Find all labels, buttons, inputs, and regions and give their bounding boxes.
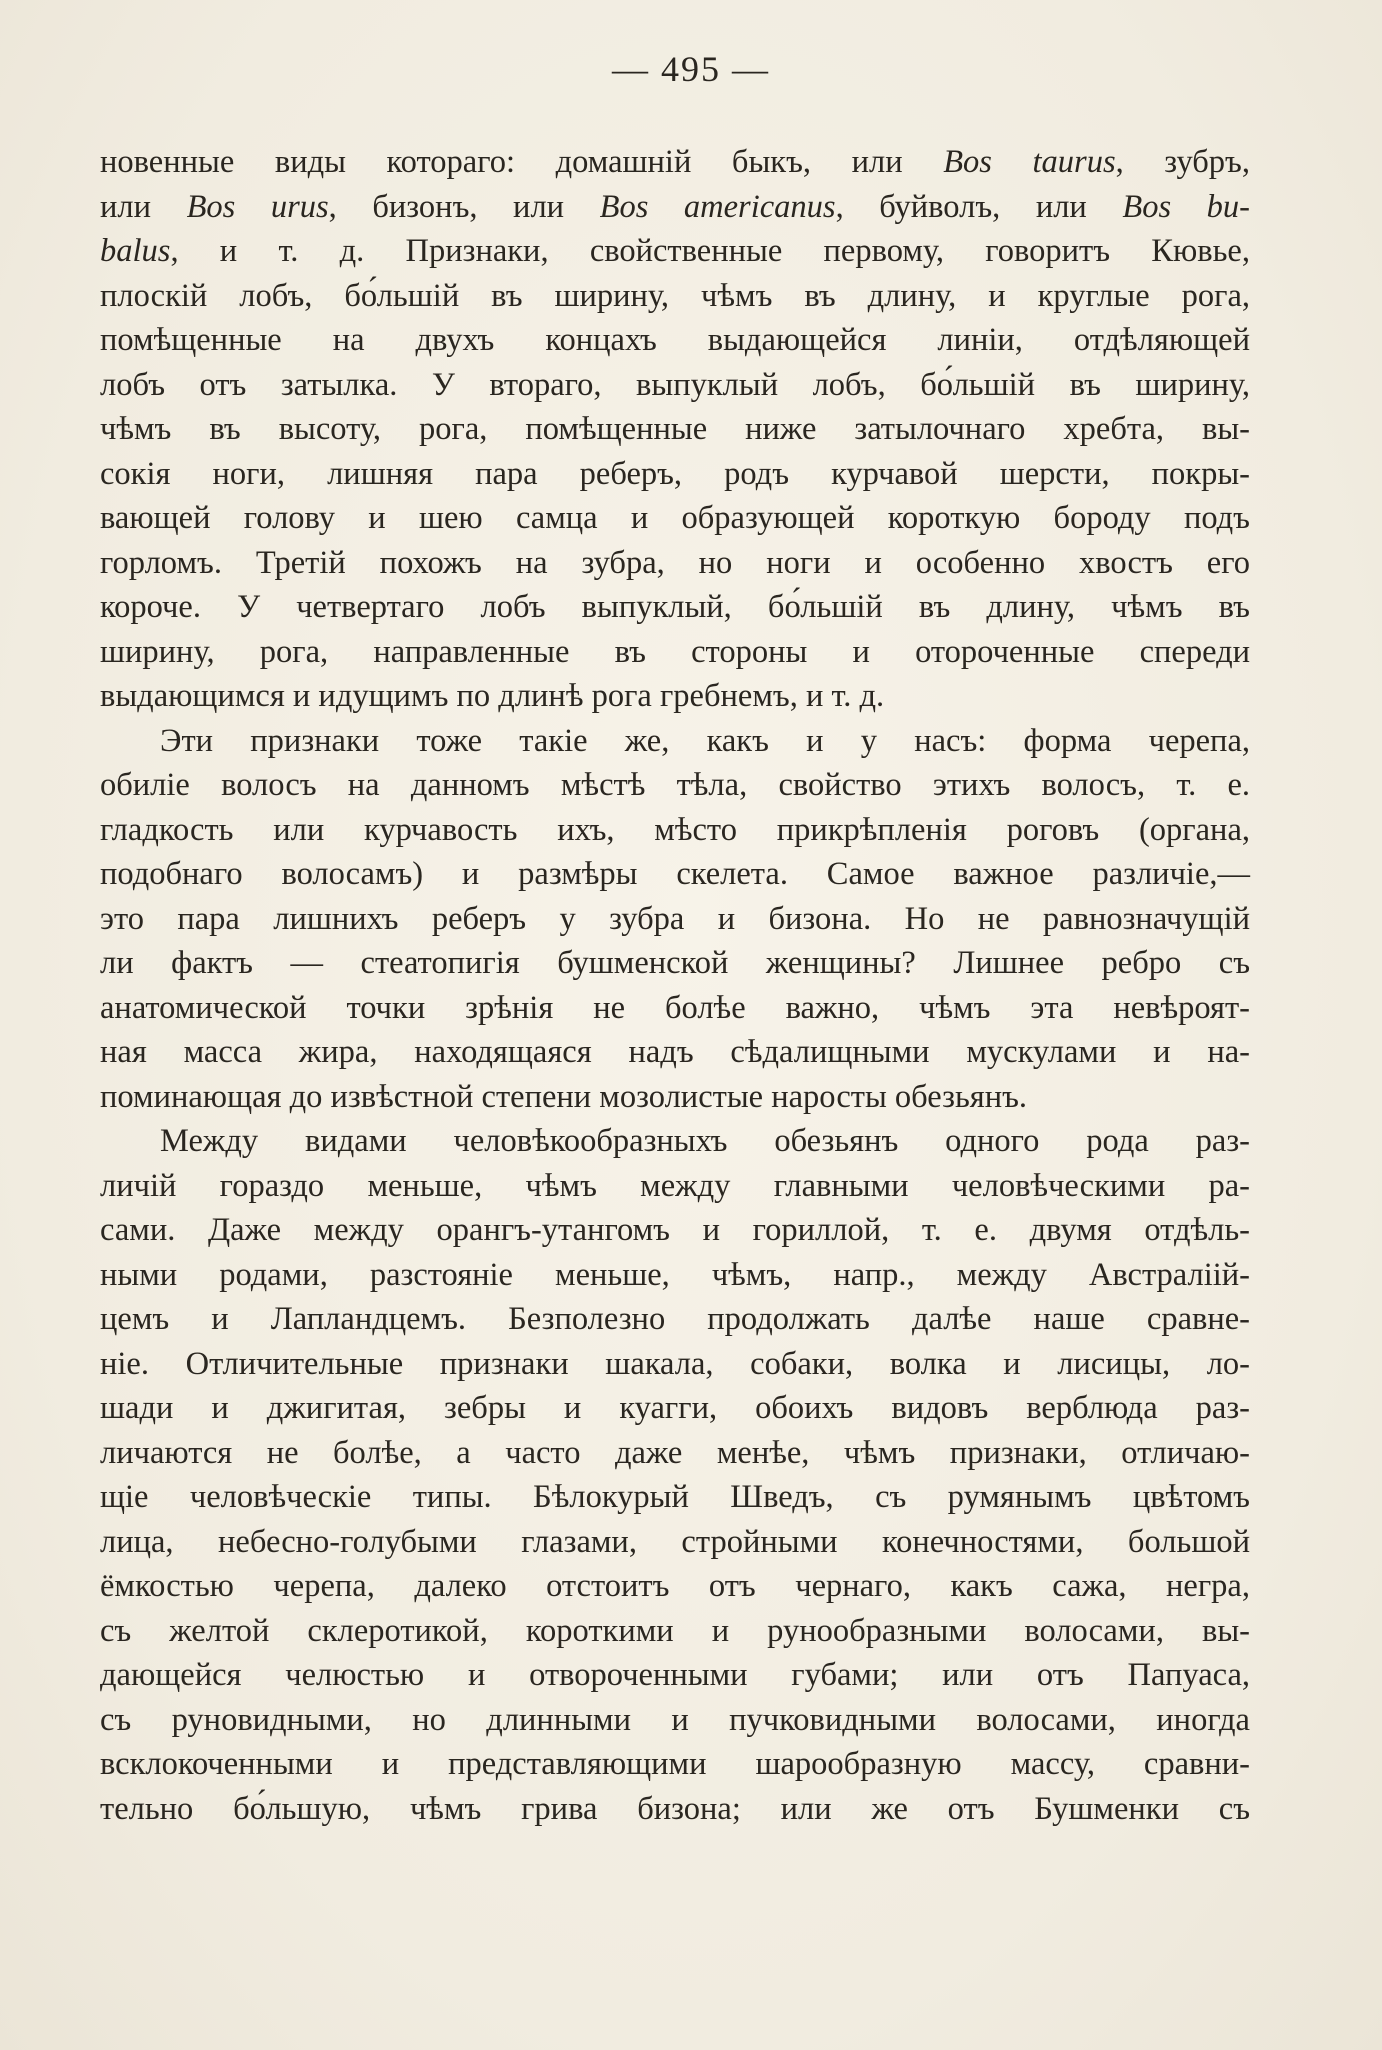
latin-term: Bos americanus <box>599 188 836 225</box>
latin-term: Bos urus <box>186 188 329 225</box>
text-line: это пара лишнихъ реберъ у зубра и бизона. Но не равнозначущій <box>100 900 1250 937</box>
text-line: щіе человѣческіе типы. Бѣлокурый Шведъ, съ румянымъ цвѣтомъ <box>100 1479 1250 1515</box>
text-line: ширину, рога, направленные въ стороны и отороченные спереди <box>100 633 1250 670</box>
paragraph-2 <box>100 719 1250 1120</box>
text-line: ли фактъ — стеатопигія бушменской женщины? Лишнее ребро съ <box>100 945 1250 981</box>
text-line: сами. Даже между орангъ-утангомъ и гориллой, т. е. двумя отдѣль- <box>100 1212 1250 1248</box>
text-line: всклокоченными и представляющими шарообразную массу, сравни- <box>100 1746 1250 1782</box>
text-line: Между видами человѣкообразныхъ обезьянъ одного рода раз- <box>160 1123 1250 1159</box>
text-line: гладкость или курчавость ихъ, мѣсто прикрѣпленія роговъ (органа, <box>100 811 1250 848</box>
text-line: шади и джигитая, зебры и куагги, обоихъ видовъ верблюда раз- <box>100 1390 1250 1426</box>
text-line: личаются не болѣе, а часто даже менѣе, чѣмъ признаки, отличаю- <box>100 1434 1250 1471</box>
text-line: Эти признаки тоже такіе же, какъ и у насъ: форма черепа, <box>160 722 1250 759</box>
text-line: balus, и т. д. Признаки, свойственные первому, говоритъ Кювье, <box>100 233 1250 269</box>
text-line: ёмкостью черепа, далеко отстоитъ отъ чернаго, какъ сажа, негра, <box>100 1568 1250 1604</box>
text-line: поминающая до извѣстной степени мозолистые наросты обезьянъ. <box>100 1078 1028 1115</box>
text-line: или Bos urus, бизонъ, или Bos americanus, буйволъ, или Bos bu- <box>100 188 1250 225</box>
text-line: лица, небесно-голубыми глазами, стройными конечностями, большой <box>100 1523 1250 1560</box>
latin-term: Bos bu- <box>1122 188 1250 225</box>
text-line: подобнаго волосамъ) и размѣры скелета. Самое важное различіе,— <box>100 856 1250 892</box>
text-line: анатомической точки зрѣнія не болѣе важно, чѣмъ эта невѣроят- <box>100 989 1250 1026</box>
page-number: — 495 — <box>612 49 770 89</box>
text-line: ными родами, разстояніе меньше, чѣмъ, напр., между Австраліій- <box>100 1256 1250 1293</box>
text-line: лобъ отъ затылка. У втораго, выпуклый лобъ, бо́льшій въ ширину, <box>100 366 1250 403</box>
paragraph-3 <box>100 1119 1250 1831</box>
text-line: вающей голову и шею самца и образующей короткую бороду подъ <box>100 500 1250 536</box>
text-line: помѣщенные на двухъ концахъ выдающейся линіи, отдѣляющей <box>100 322 1250 358</box>
text-line: сокія ноги, лишняя пара реберъ, родъ курчавой шерсти, покры- <box>100 455 1250 492</box>
text-line: тельно бо́льшую, чѣмъ грива бизона; или же отъ Бушменки съ <box>100 1790 1250 1827</box>
paragraph-1 <box>100 140 1250 719</box>
text-line: плоскій лобъ, бо́льшій въ ширину, чѣмъ въ длину, и круглые рога, <box>100 277 1250 314</box>
text-line: горломъ. Третій похожъ на зубра, но ноги и особенно хвостъ его <box>100 544 1250 581</box>
text-line: ніе. Отличительные признаки шакала, собаки, волка и лисицы, ло- <box>100 1345 1250 1382</box>
text-line: ная масса жира, находящаяся надъ сѣдалищными мускулами и на- <box>100 1034 1250 1070</box>
latin-term: balus <box>100 233 171 269</box>
text-line: новенные виды котораго: домашній быкъ, или Bos taurus, зубръ, <box>100 144 1250 180</box>
text-line: съ желтой склеротикой, короткими и рунообразными волосами, вы- <box>100 1612 1250 1649</box>
text-line: короче. У четвертаго лобъ выпуклый, бо́льшій въ длину, чѣмъ въ <box>100 589 1250 625</box>
body-text <box>100 140 1250 1831</box>
text-line: чѣмъ въ высоту, рога, помѣщенные ниже затылочнаго хребта, вы- <box>100 411 1250 447</box>
text-line: выдающимся и идущимъ по длинѣ рога гребнемъ, и т. д. <box>100 678 885 714</box>
text-line: съ руновидными, но длинными и пучковидными волосами, иногда <box>100 1701 1250 1738</box>
text-line: обиліе волосъ на данномъ мѣстѣ тѣла, свойство этихъ волосъ, т. е. <box>100 767 1250 803</box>
latin-term: Bos taurus <box>943 144 1116 180</box>
text-line: дающейся челюстью и отвороченными губами; или отъ Папуаса, <box>100 1657 1250 1693</box>
text-line: цемъ и Лапландцемъ. Безполезно продолжать далѣе наше сравне- <box>100 1301 1250 1337</box>
text-line: личій гораздо меньше, чѣмъ между главными человѣческими ра- <box>100 1167 1250 1204</box>
